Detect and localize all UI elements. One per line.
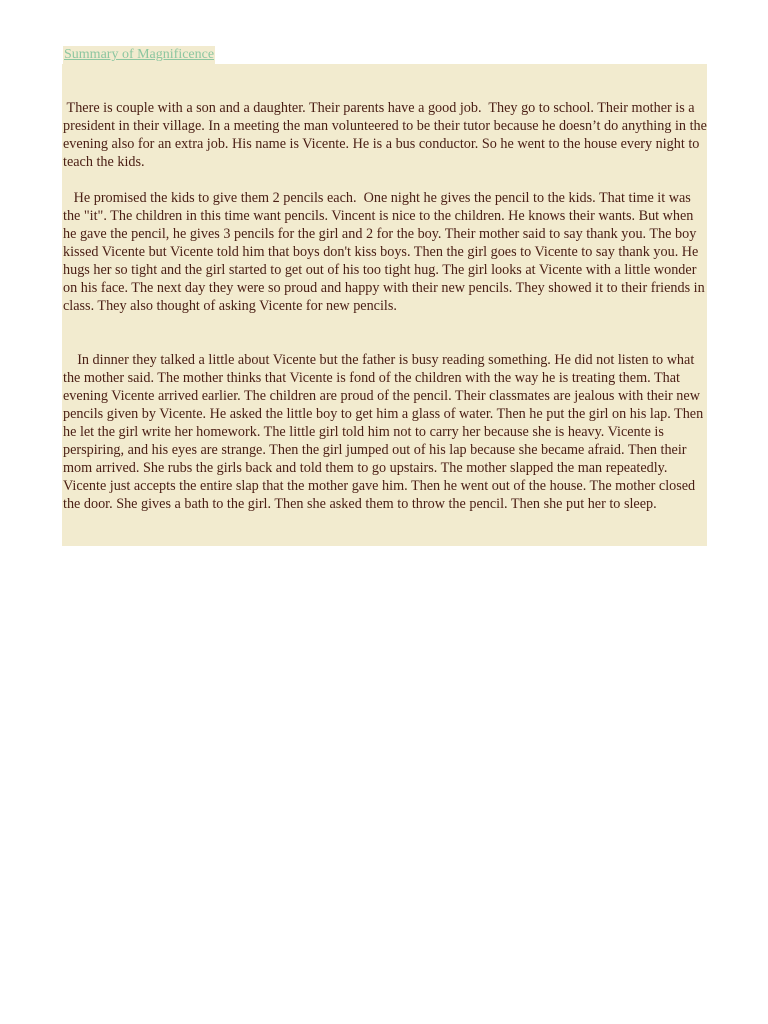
summary-content-box — [62, 64, 711, 546]
summary-paragraph-3: In dinner they talked a little about Vicente but the father is busy reading something. He did not listen to what the mother said. The mother thinks that Vicente is fond of the children with the way he is treating them. That evening Vicente arrived earlier. The children are proud of the pencil. Their classmates are jealous with their new pencils given by Vicente. He asked the little boy to get him a glass of water. Then he put the girl on his lap. Then he let the girl write her homework. The little girl told him not to carry her because she is heavy. Vicente is perspiring, and his eyes are strange. Then the girl jumped out of his lap because she became afraid. Then their mom arrived. She rubs the girls back and told them to go upstairs. The mother slapped the man repeatedly. Vicente just accepts the entire slap that the mother gave him. Then he went out of the house. The mother closed the door. She gives a bath to the girl. Then she asked them to throw the pencil. Then she put her to sleep. — [63, 352, 707, 512]
summary-paragraph-2: He promised the kids to give them 2 pencils each. One night he gives the pencil to the kids. That time it was the "it". The children in this time want pencils. Vincent is nice to the children. He knows their wants. But when he gave the pencil, he gives 3 pencils for the girl and 2 for the boy. Their mother said to say thank you. The boy kissed Vicente but Vicente told him that boys don't kiss boys. Then the girl goes to Vicente to say thank you. He hugs her so tight and the girl started to get out of his too tight hug. The girl looks at Vicente with a little wonder on his face. The next day they were so proud and happy with their new pencils. They showed it to their friends in class. They also thought of asking Vicente for new pencils. — [63, 190, 709, 314]
summary-paragraph-1: There is couple with a son and a daughter. Their parents have a good job. They go to school. Their mother is a president in their village. In a meeting the man volunteered to be their tutor because he doesn’t do anything in the evening also for an extra job. His name is Vicente. He is a bus conductor. So he went to the house every night to teach the kids. — [63, 100, 711, 170]
summary-title-link[interactable]: Summary of Magnificence — [64, 47, 215, 62]
